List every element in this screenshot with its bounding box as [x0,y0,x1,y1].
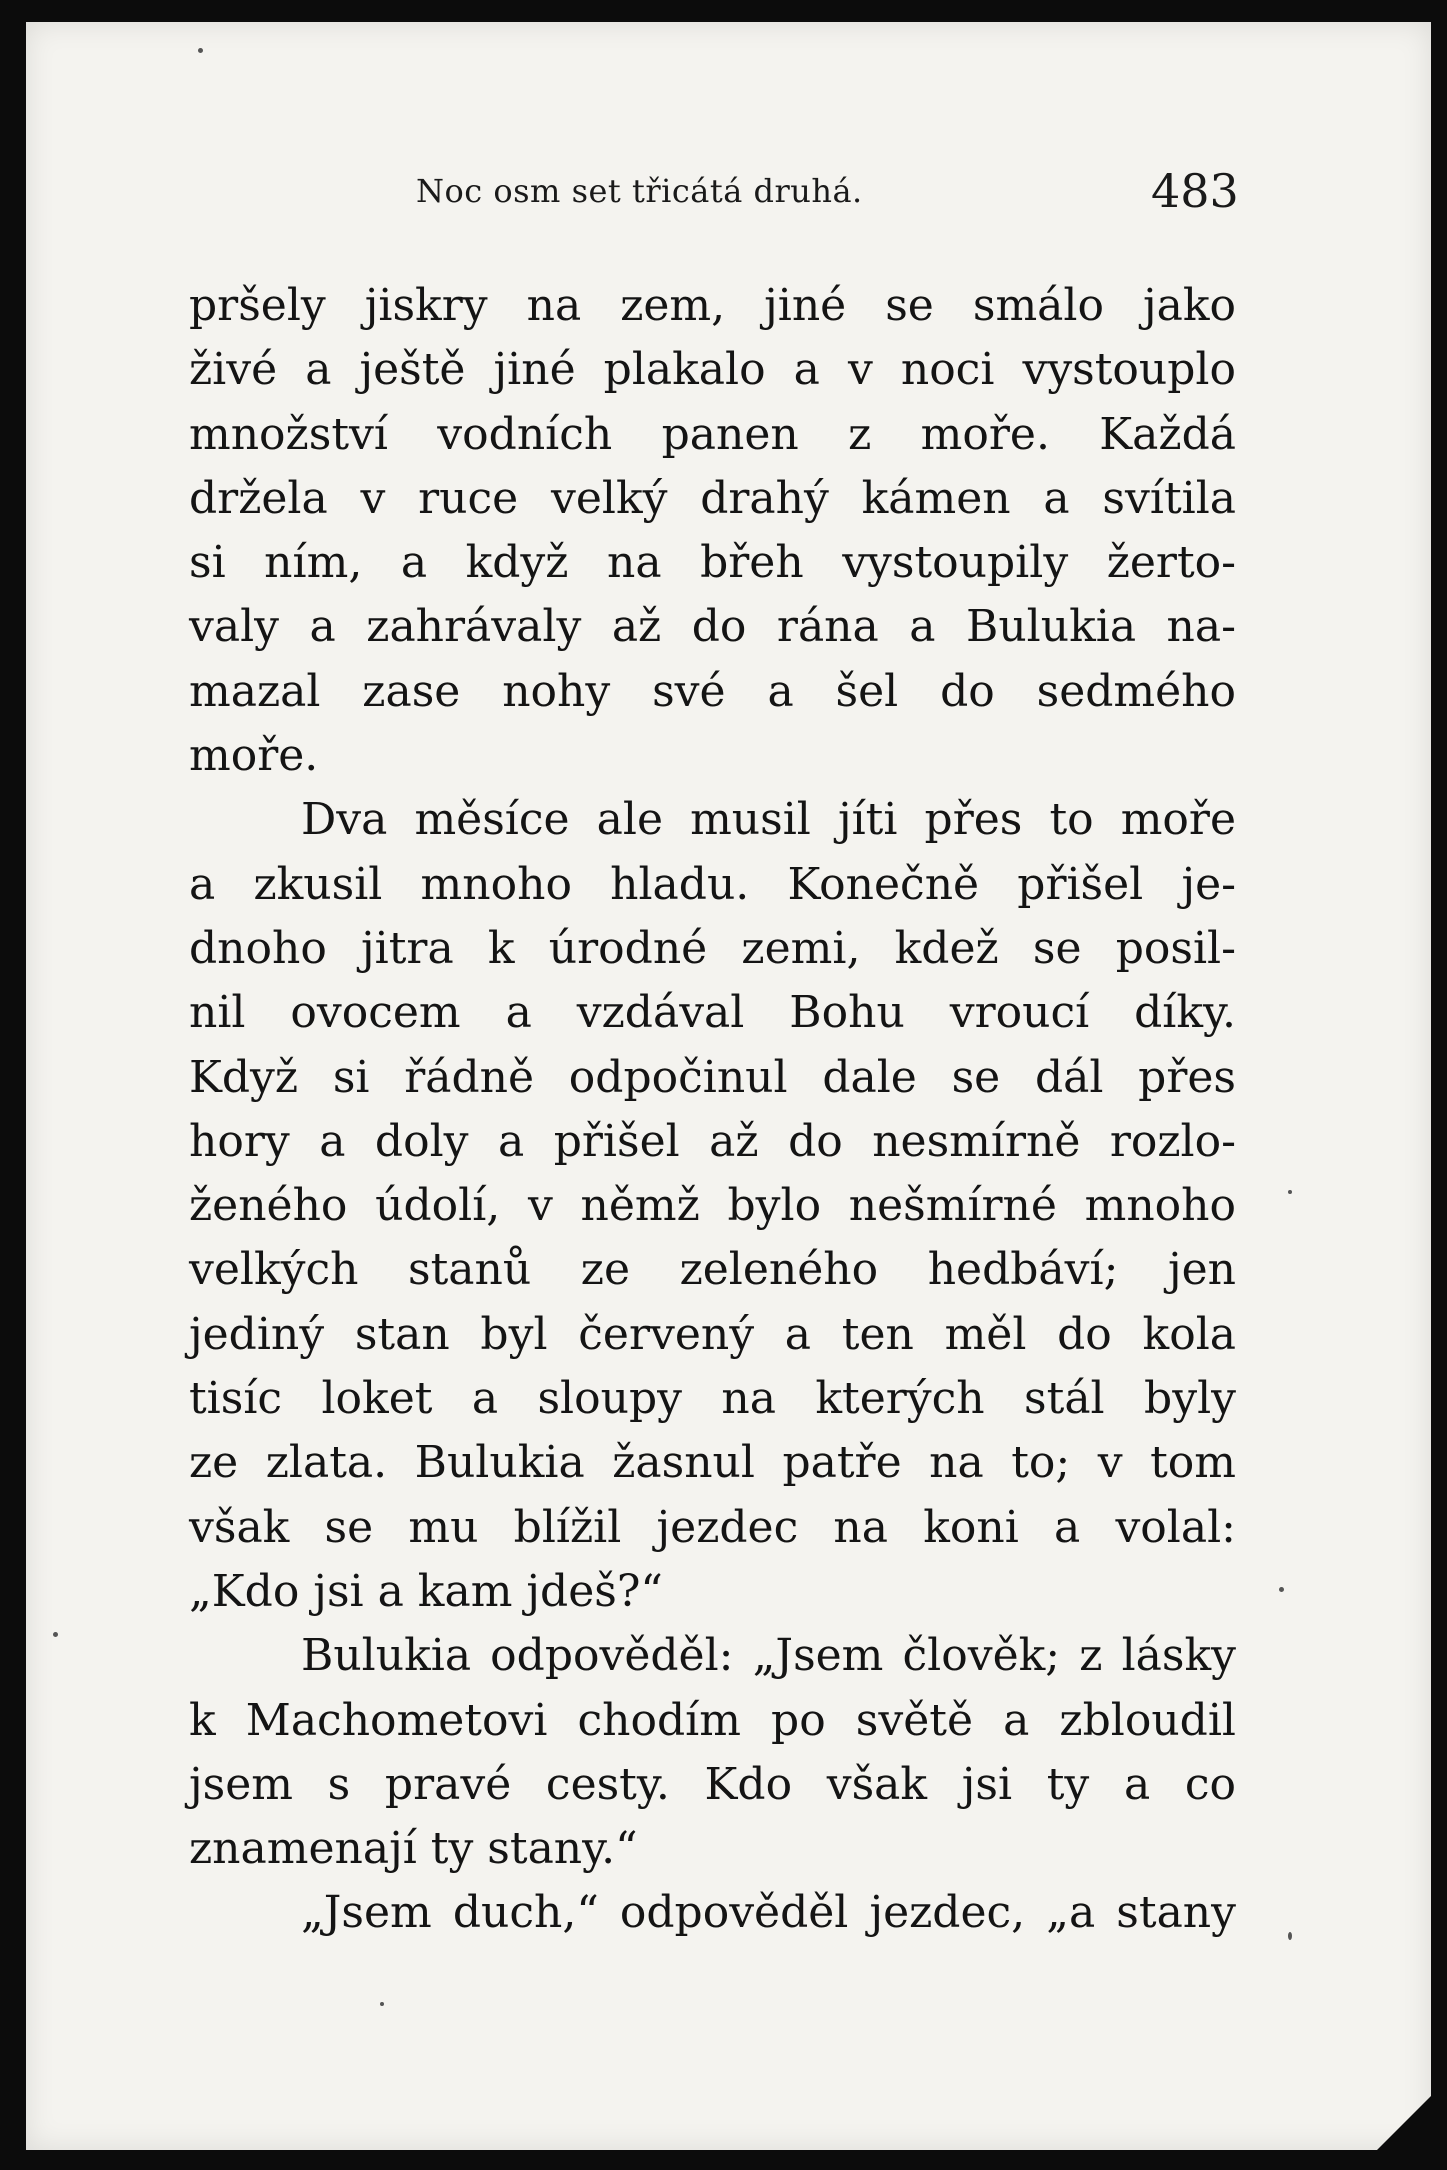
text-line: množství vodních panen z moře. Každá [189,408,1236,460]
body-text [189,274,1236,1946]
scan-speck [1288,1932,1292,1940]
page-sheet [26,22,1431,2150]
text-line: k Machometovi chodím po světě a zbloudil [189,1694,1236,1746]
text-line: mazal zase nohy své a šel do sedmého [189,665,1236,717]
text-line: Bulukia odpověděl: „Jsem člověk; z lásky [301,1630,1236,1682]
text-line: nil ovocem a vzdával Bohu vroucí díky. [189,987,1236,1039]
text-line: tisíc loket a sloupy na kterých stál byly [189,1373,1236,1425]
text-line: držela v ruce velký drahý kámen a svítila [189,472,1236,524]
text-line: „Kdo jsi a kam jdeš?“ [189,1565,663,1617]
scan-speck [53,1632,58,1637]
text-line: „Jsem duch,“ odpověděl jezdec, „a stany [301,1887,1236,1939]
text-line: ze zlata. Bulukia žasnul patře na to; v tom [189,1437,1236,1489]
text-line: však se mu blížil jezdec na koni a volal: [189,1501,1236,1553]
text-line: ženého údolí, v němž bylo nešmírné mnoho [189,1180,1236,1232]
text-line: pršely jiskry na zem, jiné se smálo jako [189,280,1236,331]
running-head: Noc osm set třicátá druhá. [416,172,863,210]
scan-speck [1279,1587,1284,1592]
scan-speck [1288,1190,1292,1194]
scan-speck [198,48,203,53]
text-line: živé a ještě jiné plakalo a v noci vystouplo [189,344,1236,396]
text-line: hory a doly a přišel až do nesmírně rozlo- [189,1115,1236,1167]
scan-speck [380,2002,384,2006]
text-line: moře. [189,730,319,782]
text-line: znamenají ty stany.“ [189,1823,638,1875]
text-line: jsem s pravé cesty. Kdo však jsi ty a co [189,1758,1236,1810]
page-number: 483 [1151,164,1239,218]
text-line: dnoho jitra k úrodné zemi, kdež se posil- [189,922,1236,974]
text-line: Dva měsíce ale musil jíti přes to moře [301,794,1236,846]
text-line: jediný stan byl červený a ten měl do kola [189,1308,1236,1360]
text-line: velkých stanů ze zeleného hedbáví; jen [189,1244,1236,1296]
text-line: a zkusil mnoho hladu. Konečně přišel je- [189,858,1236,910]
page-corner-fold [1357,2080,1447,2170]
text-line: Když si řádně odpočinul dale se dál přes [189,1051,1236,1103]
text-line: si ním, a když na břeh vystoupily žerto- [189,537,1236,589]
text-line: valy a zahrávaly až do rána a Bulukia na- [189,601,1236,653]
